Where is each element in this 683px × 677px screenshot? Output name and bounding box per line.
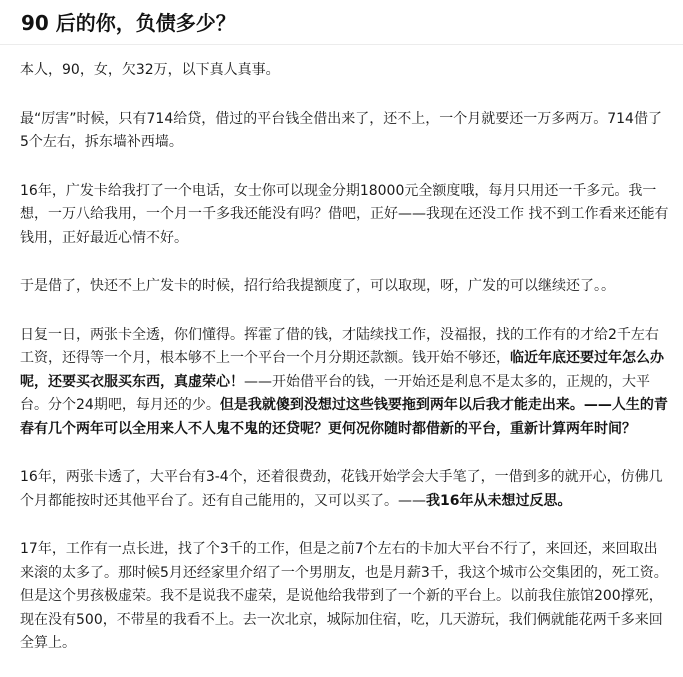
paragraph-text: 于是借了，快还不上广发卡的时候，招行给我提额度了，可以取现，呀，广发的可以继续还了。。 [20, 278, 615, 294]
question-header [0, 0, 683, 45]
paragraph-bold-text: 但是我就傻到没想过这些钱要拖到两年以后我才能走出来。——人生的青春有几个两年可以全用来人不人鬼不鬼的还贷呢？更何况你随时都借新的平台，重新计算两年时间？ [20, 397, 668, 437]
paragraph-bold-text: 临近年底还要过年怎么办呢，还要买衣服买东西，真虚荣心！ [20, 350, 664, 390]
answer-paragraph [20, 538, 669, 656]
paragraph-text: 日复一日，两张卡全透，你们懂得。挥霍了借的钱，才陆续找工作，没福报，找的工作有的才给2千左右工资，还得等一个月，根本够不上一个平台一个月分期还款额。钱开始不够还， [20, 326, 659, 366]
paragraph-text: 16年，两张卡透了，大平台有3-4个，还着很费劲，花钱开始学会大手笔了，一借到多的就开心，仿佛几个月都能按时还其他平台了。还有自己能用的，又可以买了。—— [20, 469, 663, 509]
answer-content [0, 45, 683, 656]
answer-paragraph [20, 275, 669, 299]
question-title[interactable]: 90 后的你，负债多少？ [21, 11, 236, 35]
paragraph-text: 本人，90，女，欠32万，以下真人真事。 [20, 62, 280, 78]
paragraph-text: 17年，工作有一点长进，找了个3千的工作，但是之前7个左右的卡加大平台不行了，来回还，来回取出来滚的太多了。那时候5月还经家里介绍了一个男朋友，也是月薪3千，我这个城市公交集团的，死工资。但是这个男孩极虚荣。我不是说我不虚荣，是说他给我带到了一个新的平台上。以前我住旅馆200撑死，现在没有500，不带星的我看不上。去一次北京，城际加住宿，吃，几天游玩，我们俩就能花两千多来回全算上。 [20, 541, 668, 651]
answer-paragraph [20, 180, 669, 251]
answer-paragraph [20, 108, 669, 155]
paragraph-text: 最“厉害”时候，只有714给贷，借过的平台钱全借出来了，还不上，一个月就要还一万多两万。714借了5个左右，拆东墙补西墙。 [20, 110, 662, 150]
paragraph-text: 16年，广发卡给我打了一个电话，女士你可以现金分期18000元全额度哦，每月只用还一千多元。我一想，一万八给我用，一个月一千多我还能没有吗？借吧，正好——我现在还没工作 找不到工作看来还能有钱用，正好最近心情不好。 [20, 182, 669, 246]
answer-paragraph [20, 466, 669, 513]
answer-paragraph [20, 324, 669, 442]
paragraph-bold-text: 我16年从未想过反思。 [426, 492, 572, 509]
paragraph-text: ——开始借平台的钱，一开始还是利息不是太多的，正规的，大平台。分个24期吧，每月还的少。 [20, 373, 650, 413]
answer-paragraph [20, 59, 669, 83]
